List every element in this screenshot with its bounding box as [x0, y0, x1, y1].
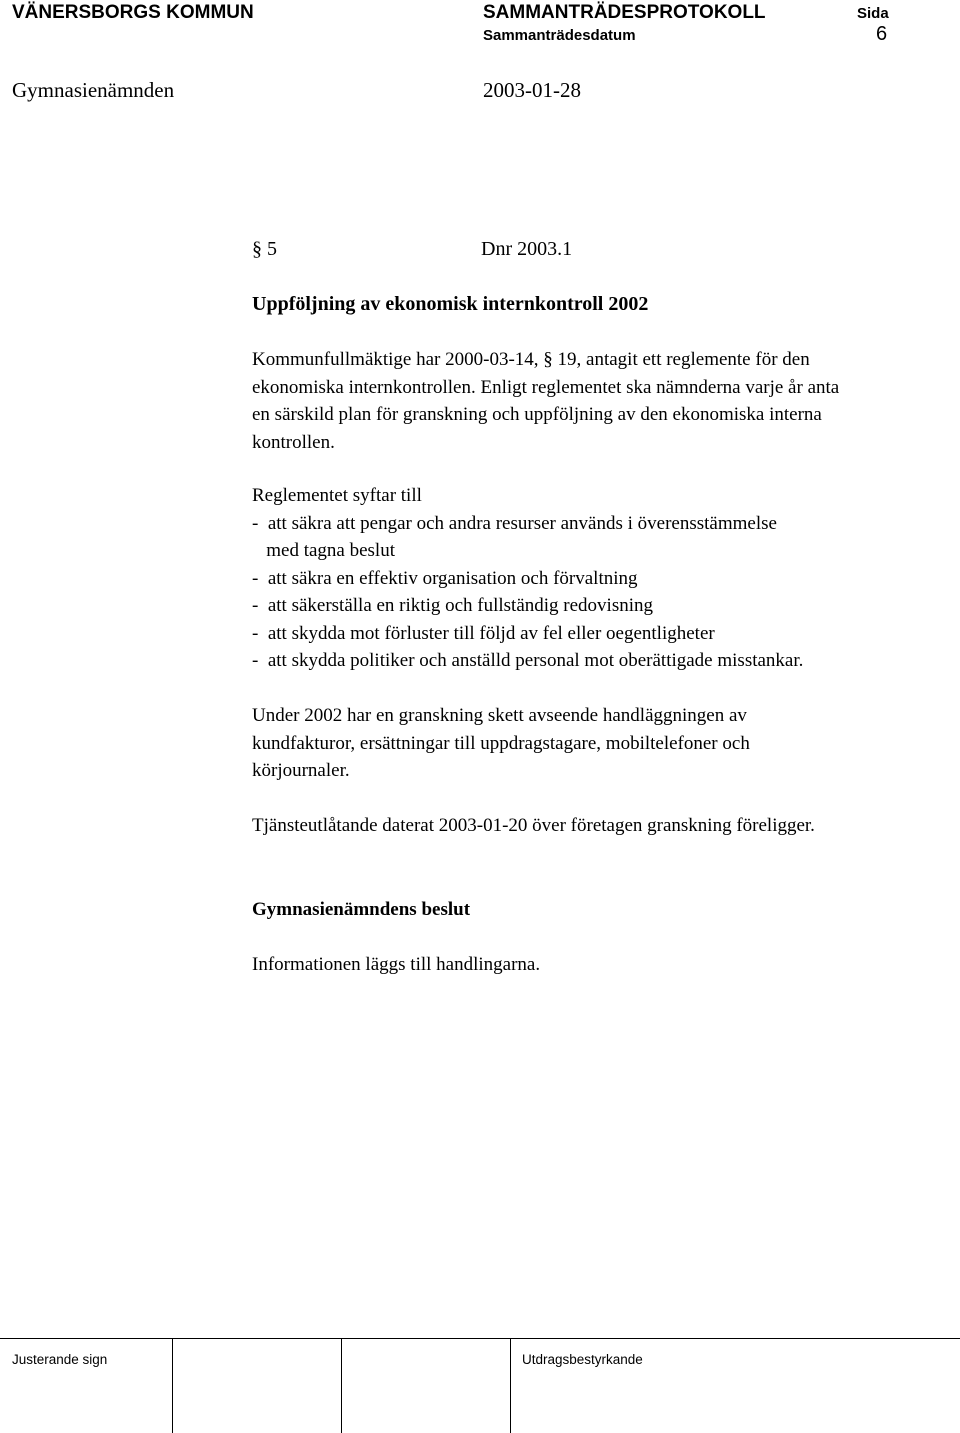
purpose-line: - att skydda politiker och anställd personal mot oberättigade misstankar.	[252, 650, 804, 671]
intro-line: en särskild plan för granskning och uppföljning av den ekonomiska interna	[252, 404, 822, 425]
intro-line: kontrollen.	[252, 431, 335, 453]
purpose-line: - att säkra en effektiv organisation och förvaltning	[252, 567, 638, 589]
dnr-number: Dnr 2003.1	[481, 238, 573, 260]
statement: Tjänsteutlåtande daterat 2003-01-20 över företagen granskning föreligger.	[252, 815, 815, 836]
footer-cell-divider	[510, 1338, 511, 1433]
review-line: kundfakturor, ersättningar till uppdragstagare, mobiltelefoner och	[252, 732, 750, 754]
document-type: SAMMANTRÄDESPROTOKOLL	[483, 2, 766, 23]
review-line: körjournaler.	[252, 760, 350, 781]
item-title: Uppföljning av ekonomisk internkontroll 2002	[252, 293, 649, 315]
purpose-line: med tagna beslut	[252, 540, 395, 561]
footer-cell-divider	[172, 1338, 173, 1433]
decision-heading: Gymnasienämndens beslut	[252, 899, 471, 920]
meeting-date-label: Sammanträdesdatum	[483, 27, 636, 44]
purpose-line: - att skydda mot förluster till följd av fel eller oegentligheter	[252, 622, 715, 644]
intro-line: ekonomiska internkontrollen. Enligt reglementet ska nämnderna varje år anta	[252, 376, 840, 398]
footer-cell-divider	[341, 1338, 342, 1433]
decision-text: Informationen läggs till handlingarna.	[252, 954, 541, 975]
intro-line: Kommunfullmäktige har 2000-03-14, § 19, antagit ett reglemente för den	[252, 349, 810, 370]
purpose-heading: Reglementet syftar till	[252, 485, 422, 506]
adjuster-sign-label: Justerande sign	[12, 1352, 108, 1367]
committee-name: Gymnasienämnden	[12, 78, 175, 102]
page-label: Sida	[857, 5, 889, 22]
purpose-line: - att säkerställa en riktig och fullständig redovisning	[252, 595, 654, 616]
review-line: Under 2002 har en granskning skett avseende handläggningen av	[252, 705, 747, 726]
meeting-date: 2003-01-28	[483, 78, 581, 102]
section-number: § 5	[252, 238, 277, 260]
municipality-name: VÄNERSBORGS KOMMUN	[12, 2, 254, 23]
page-number: 6	[876, 23, 888, 45]
extract-certifier-label: Utdragsbestyrkande	[522, 1352, 643, 1367]
purpose-line: - att säkra att pengar och andra resurser används i överensstämmelse	[252, 512, 777, 534]
footer-divider	[0, 1338, 960, 1339]
